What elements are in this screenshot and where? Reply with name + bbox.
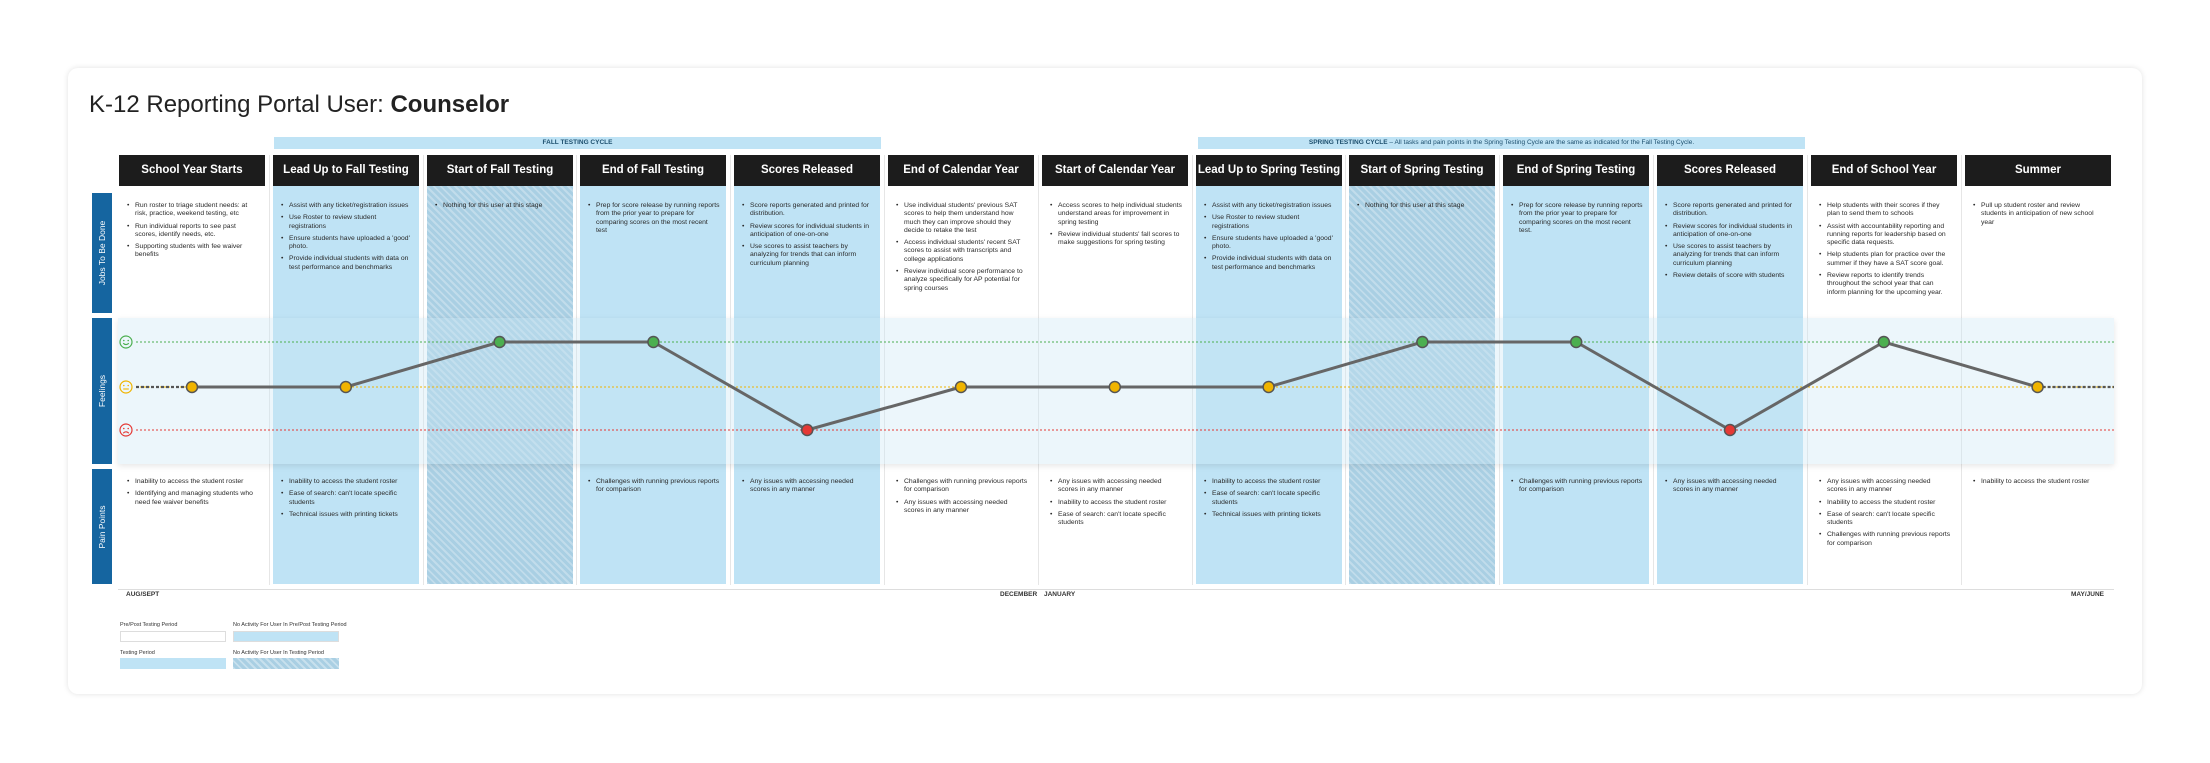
pain-point-item: • Identifying and managing students who need fee waiver benefits (127, 490, 259, 507)
job-item: • Prep for score release by running reports from the prior year to prepare for comparing scores on the most recent test. (1511, 202, 1643, 235)
legend-swatch-no-activity-pre-post (233, 631, 339, 642)
stage-header: Lead Up to Fall Testing (273, 155, 419, 186)
stage-header: End of Calendar Year (888, 155, 1034, 186)
feeling-point-happy (1417, 337, 1428, 348)
stage-header: Lead Up to Spring Testing (1196, 155, 1342, 186)
job-item: • Supporting students with fee waiver benefits (127, 243, 259, 260)
feeling-point-neutral (2032, 382, 2043, 393)
stage-header: Start of Fall Testing (427, 155, 573, 186)
pain-point-item: • Ease of search: can't locate specific students (281, 490, 413, 507)
stage-header: School Year Starts (119, 155, 265, 186)
timeline-end-label: MAY/JUNE (2071, 591, 2104, 598)
feeling-point-neutral (1263, 382, 1274, 393)
job-item: • Access individual students' recent SAT scores to assist with transcripts and college applications (896, 239, 1028, 264)
job-item: • Help students with their scores if they plan to send them to schools (1819, 202, 1951, 219)
timeline-bar (118, 589, 2114, 598)
feeling-point-neutral (956, 382, 967, 393)
stage-header: End of Fall Testing (580, 155, 726, 186)
pain-point-item: • Inability to access the student roster (1050, 499, 1182, 507)
stage-header: Scores Released (1657, 155, 1803, 186)
legend-label-testing: Testing Period (120, 650, 155, 656)
job-item: • Ensure students have uploaded a 'good' photo. (281, 235, 413, 252)
stage-header: Start of Calendar Year (1042, 155, 1188, 186)
timeline-start-label: AUG/SEPT (126, 591, 160, 598)
job-item: • Assist with accountability reporting and running reports for leadership based on specific data requests. (1819, 223, 1951, 248)
job-item: • Score reports generated and printed for distribution. (742, 202, 874, 219)
job-item: • Review reports to identify trends throughout the school year that can inform planning for the upcoming year. (1819, 272, 1951, 297)
pain-point-item: • Any issues with accessing needed scores in any manner (1050, 478, 1182, 495)
feeling-point-neutral (1109, 382, 1120, 393)
fall-cycle-banner: FALL TESTING CYCLE (274, 137, 881, 149)
job-item: • Assist with any ticket/registration issues (281, 202, 413, 210)
job-item: • Review details of score with students (1665, 272, 1797, 280)
pain-point-item: • Technical issues with printing tickets (281, 511, 413, 519)
stage-header: Scores Released (734, 155, 880, 186)
feeling-point-happy (1878, 337, 1889, 348)
pain-point-item: • Technical issues with printing tickets (1204, 511, 1336, 519)
pain-point-item: • Inability to access the student roster (1819, 499, 1951, 507)
job-item: • Provide individual students with data on test performance and benchmarks (281, 255, 413, 272)
pain-point-item: • Challenges with running previous reports for comparison (896, 478, 1028, 495)
job-item: • Nothing for this user at this stage (435, 202, 567, 210)
job-item: • Run roster to triage student needs: at risk, practice, weekend testing, etc (127, 202, 259, 219)
feeling-point-sad (1725, 425, 1736, 436)
job-item: • Review individual score performance to analyze specifically for AP potential for spring courses (896, 268, 1028, 293)
page-title: K-12 Reporting Portal User: Counselor (89, 91, 510, 118)
pain-point-item: • Challenges with running previous reports for comparison (1819, 531, 1951, 548)
job-item: • Pull up student roster and review students in anticipation of new school year (1973, 202, 2105, 227)
pain-point-item: • Inability to access the student roster (127, 478, 259, 486)
job-item: • Review individual students' fall scores to make suggestions for spring testing (1050, 231, 1182, 248)
feeling-point-happy (648, 337, 659, 348)
pain-point-item: • Any issues with accessing needed scores in any manner (1819, 478, 1951, 495)
job-item: • Help students plan for practice over the summer if they have a SAT score goal. (1819, 251, 1951, 268)
spring-cycle-banner: SPRING TESTING CYCLE – All tasks and pain points in the Spring Testing Cycle are the same as indicated for the Fall Testing Cycle. (1198, 137, 1805, 149)
stage-header: Summer (1965, 155, 2111, 186)
job-item: • Provide individual students with data on test performance and benchmarks (1204, 255, 1336, 272)
row-label-feelings: Feelings (92, 318, 112, 464)
timeline-december-label: DECEMBER (1000, 591, 1038, 598)
neutral-face-icon (120, 381, 132, 393)
sad-face-icon (120, 424, 132, 436)
feeling-point-happy (494, 337, 505, 348)
legend-swatch-no-activity-testing (233, 658, 339, 669)
pain-point-item: • Inability to access the student roster (1973, 478, 2105, 486)
row-label-jobs: Jobs To Be Done (92, 193, 112, 313)
pain-point-item: • Inability to access the student roster (1204, 478, 1336, 486)
stage-header: Start of Spring Testing (1349, 155, 1495, 186)
job-item: • Use Roster to review student registrations (1204, 214, 1336, 231)
feeling-point-neutral (187, 382, 198, 393)
feeling-point-happy (1571, 337, 1582, 348)
pain-point-item: • Any issues with accessing needed scores in any manner (896, 499, 1028, 516)
job-item: • Assist with any ticket/registration issues (1204, 202, 1336, 210)
legend-label-no-activity-pre-post: No Activity For User In Pre/Post Testing Period (233, 622, 347, 628)
job-item: • Access scores to help individual students understand areas for improvement in spring testing (1050, 202, 1182, 227)
legend-label-pre-post: Pre/Post Testing Period (120, 622, 178, 628)
job-item: • Run individual reports to see past scores, identify needs, etc. (127, 223, 259, 240)
job-item: • Use scores to assist teachers by analyzing for trends that can inform curriculum planning (742, 243, 874, 268)
job-item: • Use scores to assist teachers by analyzing for trends that can inform curriculum planning (1665, 243, 1797, 268)
stage-header: End of Spring Testing (1503, 155, 1649, 186)
job-item: • Prep for score release by running reports from the prior year to prepare for comparing scores on the most recent test (588, 202, 720, 235)
feeling-point-sad (802, 425, 813, 436)
job-item: • Use Roster to review student registrations (281, 214, 413, 231)
pain-point-item: • Challenges with running previous reports for comparison (588, 478, 720, 495)
pain-point-item: • Any issues with accessing needed scores in any manner (742, 478, 874, 495)
stage-header: End of School Year (1811, 155, 1957, 186)
feeling-point-neutral (340, 382, 351, 393)
legend-label-no-activity-testing: No Activity For User In Testing Period (233, 650, 324, 656)
pain-point-item: • Ease of search: can't locate specific students (1819, 511, 1951, 528)
pain-point-item: • Ease of search: can't locate specific students (1204, 490, 1336, 507)
job-item: • Nothing for this user at this stage (1357, 202, 1489, 210)
legend-swatch-pre-post (120, 631, 226, 642)
job-item: • Use individual students' previous SAT scores to help them understand how much they can improve should they decide to retake the test (896, 202, 1028, 235)
job-item: • Review scores for individual students in anticipation of one-on-one (1665, 223, 1797, 240)
pain-point-item: • Challenges with running previous reports for comparison (1511, 478, 1643, 495)
job-item: • Score reports generated and printed for distribution. (1665, 202, 1797, 219)
job-item: • Review scores for individual students in anticipation of one-on-one (742, 223, 874, 240)
row-label-pain-points: Pain Points (92, 469, 112, 584)
timeline-january-label: JANUARY (1044, 591, 1076, 598)
happy-face-icon (120, 336, 132, 348)
job-item: • Ensure students have uploaded a 'good' photo. (1204, 235, 1336, 252)
legend-swatch-testing (120, 658, 226, 669)
pain-point-item: • Ease of search: can't locate specific students (1050, 511, 1182, 528)
pain-point-item: • Inability to access the student roster (281, 478, 413, 486)
pain-point-item: • Any issues with accessing needed scores in any manner (1665, 478, 1797, 495)
